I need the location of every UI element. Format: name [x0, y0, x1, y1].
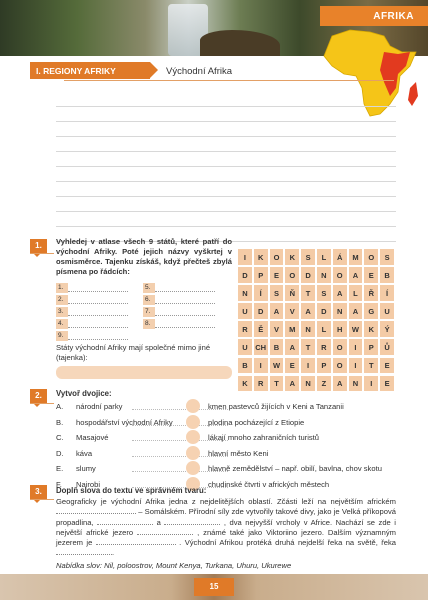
answer-label: 4. — [56, 319, 68, 329]
grid-cell[interactable]: L — [317, 249, 331, 265]
pair-letter: E. — [56, 464, 64, 473]
grid-cell[interactable]: U — [238, 339, 252, 355]
pair-connector-dot[interactable] — [186, 399, 200, 413]
answer-field[interactable] — [68, 295, 128, 304]
cloze-text-part: . — [112, 548, 115, 558]
grid-cell[interactable]: K — [285, 249, 299, 265]
grid-cell[interactable]: O — [333, 358, 347, 374]
writing-line[interactable] — [56, 137, 396, 152]
answer-field[interactable] — [68, 319, 128, 328]
pair-left-item: káva — [76, 448, 93, 458]
word-search-grid — [238, 249, 396, 394]
cloze-blank[interactable] — [164, 518, 220, 525]
writing-line[interactable] — [56, 212, 396, 227]
answer-label: 2. — [56, 295, 68, 305]
tajenka-question: Státy východní Afriky mají společné mimo jiné (tajenka): — [56, 343, 211, 362]
grid-cell[interactable]: R — [238, 321, 252, 337]
answer-field[interactable] — [155, 319, 215, 328]
tajenka-answer-field[interactable] — [56, 366, 232, 379]
answer-row[interactable] — [56, 307, 128, 317]
answer-label: 1. — [56, 283, 68, 293]
grid-cell[interactable]: O — [364, 249, 378, 265]
word-bank: Nabídka slov: Nil, poloostrov, Mount Kenya, Turkana, Uhuru, Ukurewe — [56, 561, 292, 570]
grid-cell[interactable]: I — [349, 339, 363, 355]
grid-cell[interactable]: E — [364, 267, 378, 283]
pair-left-item: Masajové — [76, 433, 109, 442]
grid-cell[interactable]: K — [364, 321, 378, 337]
grid-cell[interactable]: I — [238, 249, 252, 265]
grid-cell[interactable]: Ě — [254, 321, 268, 337]
grid-cell[interactable]: W — [349, 321, 363, 337]
grid-cell[interactable]: D — [254, 303, 268, 319]
grid-cell[interactable]: Ů — [380, 339, 394, 355]
writing-line[interactable] — [56, 122, 396, 137]
grid-cell[interactable]: O — [270, 249, 284, 265]
pair-letter: C. — [56, 433, 64, 442]
grid-cell[interactable]: S — [301, 249, 315, 265]
grid-cell[interactable]: W — [270, 358, 284, 374]
exercise-divider — [30, 253, 54, 254]
grid-cell[interactable]: D — [301, 267, 315, 283]
pair-connector-dot[interactable] — [186, 415, 200, 429]
exercise-divider — [30, 499, 54, 500]
grid-cell[interactable]: A — [270, 303, 284, 319]
exercise-3-title: Doplň slova do textu ve správném tvaru: — [56, 486, 207, 495]
exercise-1-instructions: Vyhledej v atlase všech 9 států, které patří do východní Afriky. Poté jejich názvy vyškrtej v osmisměrce. Tajenku získáš, když přečteš zbylá písmena po řádcích: — [56, 237, 232, 276]
grid-cell[interactable]: A — [301, 303, 315, 319]
answer-label: 6. — [143, 295, 155, 305]
pair-right-item: hlavní město Keni — [208, 448, 269, 458]
pair-letter: A. — [56, 402, 64, 411]
grid-cell[interactable]: CH — [254, 339, 268, 355]
cloze-text-part: – Somálském. Přírodní síly zde vytvořily takové divy, jako je Velká příkopová propadlina, — [56, 507, 396, 527]
grid-row — [238, 267, 396, 283]
pair-right-item: lákají mnoho zahraničních turistů — [208, 433, 320, 442]
pair-left-item: národní parky — [76, 402, 123, 411]
grid-cell[interactable]: E — [380, 358, 394, 374]
grid-row — [238, 376, 396, 392]
grid-cell[interactable]: D — [238, 267, 252, 283]
cloze-text-part: . Východní Afrikou protéká druhá nejdelší řeka na světě, řeka — [179, 538, 396, 548]
pair-letter: F. — [56, 479, 62, 489]
cloze-blank[interactable] — [96, 538, 176, 545]
grid-row — [238, 285, 396, 301]
grid-cell[interactable]: K — [238, 376, 252, 392]
rock-image — [200, 30, 280, 56]
writing-line[interactable] — [56, 92, 396, 107]
grid-cell[interactable]: A — [349, 267, 363, 283]
pair-connector-dot[interactable] — [186, 446, 200, 460]
grid-cell[interactable]: B — [238, 358, 252, 374]
page-number: 15 — [194, 578, 234, 596]
grid-cell[interactable]: O — [285, 267, 299, 283]
cloze-text — [56, 497, 396, 559]
grid-cell[interactable]: I — [364, 376, 378, 392]
exercise-number: 3. — [30, 485, 47, 499]
grid-cell[interactable]: A — [333, 285, 347, 301]
grid-cell[interactable]: Á — [333, 249, 347, 265]
grid-cell[interactable]: P — [317, 358, 331, 374]
grid-cell[interactable]: H — [333, 321, 347, 337]
pair-right-item: hlavně zemědělství – např. obilí, bavlna, chov skotu — [208, 464, 382, 473]
exercise-2-title: Vytvoř dvojice: — [56, 389, 112, 398]
writing-lines — [56, 92, 396, 242]
grid-cell[interactable]: R — [317, 339, 331, 355]
grid-cell[interactable]: S — [380, 249, 394, 265]
section-title: I. REGIONY AFRIKY — [30, 62, 150, 79]
grid-cell[interactable]: T — [364, 358, 378, 374]
pair-letter: B. — [56, 417, 64, 427]
pair-right-item: kmen pastevců žijících v Keni a Tanzanii — [208, 402, 344, 411]
answer-row[interactable] — [143, 307, 215, 317]
cloze-text-part: Geograficky je východní Afrika jedna z nejdelitějších oblastí. Zčásti leží na největším africkém — [56, 497, 396, 506]
grid-cell[interactable]: U — [238, 303, 252, 319]
grid-cell[interactable]: T — [270, 376, 284, 392]
answer-field[interactable] — [68, 331, 128, 340]
cloze-blank[interactable] — [97, 518, 153, 525]
grid-cell[interactable]: Z — [317, 376, 331, 392]
answer-field[interactable] — [155, 307, 215, 316]
answer-field[interactable] — [68, 283, 128, 292]
grid-row — [238, 249, 396, 265]
grid-cell[interactable]: N — [333, 303, 347, 319]
grid-cell[interactable]: V — [285, 303, 299, 319]
grid-cell[interactable]: N — [301, 321, 315, 337]
grid-cell[interactable]: N — [238, 285, 252, 301]
answer-label: 9. — [56, 331, 68, 341]
grid-cell[interactable]: E — [270, 267, 284, 283]
grid-cell[interactable]: Í — [380, 285, 394, 301]
grid-cell[interactable]: L — [349, 285, 363, 301]
answer-row[interactable] — [56, 295, 128, 305]
cloze-text-part: , známé také jako Viktoriino jezero. Dalším významným jezerem je — [56, 527, 396, 548]
answer-row[interactable] — [143, 319, 215, 329]
grid-cell[interactable]: E — [285, 358, 299, 374]
cloze-blank[interactable] — [56, 507, 136, 514]
answer-field[interactable] — [68, 307, 128, 316]
answer-row[interactable] — [143, 283, 215, 293]
grid-cell[interactable]: N — [301, 376, 315, 392]
grid-cell[interactable]: I — [254, 358, 268, 374]
grid-cell[interactable]: A — [285, 339, 299, 355]
grid-cell[interactable]: K — [254, 249, 268, 265]
answer-row[interactable] — [56, 319, 128, 329]
grid-cell[interactable]: T — [301, 285, 315, 301]
writing-line[interactable] — [56, 197, 396, 212]
pair-left-item: slumy — [76, 464, 96, 473]
pair-left-item: Nairobi — [76, 479, 101, 489]
grid-cell[interactable]: A — [333, 376, 347, 392]
grid-cell[interactable]: U — [380, 303, 394, 319]
grid-cell[interactable]: O — [333, 339, 347, 355]
grid-cell[interactable]: G — [364, 303, 378, 319]
pair-connector-dot[interactable] — [186, 461, 200, 475]
writing-line[interactable] — [56, 107, 396, 122]
grid-row — [238, 339, 396, 355]
grid-cell[interactable]: M — [349, 249, 363, 265]
answer-field[interactable] — [155, 283, 215, 292]
grid-cell[interactable]: B — [270, 339, 284, 355]
writing-line[interactable] — [56, 167, 396, 182]
grid-cell[interactable]: Ř — [364, 285, 378, 301]
answer-row[interactable] — [56, 331, 128, 341]
answer-row[interactable] — [56, 283, 128, 293]
writing-line[interactable] — [56, 152, 396, 167]
cloze-text-part: a — [156, 517, 161, 527]
grid-cell[interactable]: T — [301, 339, 315, 355]
grid-cell[interactable]: I — [301, 358, 315, 374]
answer-label: 7. — [143, 307, 155, 317]
title-divider — [64, 80, 394, 81]
grid-cell[interactable]: L — [317, 321, 331, 337]
pair-right-item: chudinské čtvrti v afrických městech — [208, 479, 330, 489]
answer-field[interactable] — [155, 295, 215, 304]
grid-cell[interactable]: Í — [254, 285, 268, 301]
region-tab: AFRIKA — [320, 6, 428, 26]
answer-label: 5. — [143, 283, 155, 293]
grid-cell[interactable]: V — [270, 321, 284, 337]
grid-cell[interactable]: E — [380, 376, 394, 392]
grid-cell[interactable]: S — [270, 285, 284, 301]
pair-left-item: hospodářství východní Afriky — [76, 417, 173, 427]
grid-cell[interactable]: S — [317, 285, 331, 301]
exercise-number: 1. — [30, 239, 47, 253]
cloze-blank[interactable] — [137, 528, 193, 535]
pair-letter: D. — [56, 448, 64, 458]
grid-cell[interactable]: P — [364, 339, 378, 355]
answer-label: 8. — [143, 319, 155, 329]
grid-cell[interactable]: D — [317, 303, 331, 319]
cloze-blank[interactable] — [56, 548, 115, 558]
grid-cell[interactable]: P — [254, 267, 268, 283]
grid-cell[interactable]: I — [349, 358, 363, 374]
grid-cell[interactable]: Ý — [380, 321, 394, 337]
grid-row — [238, 303, 396, 319]
grid-cell[interactable]: A — [285, 376, 299, 392]
grid-cell[interactable]: Ň — [285, 285, 299, 301]
grid-cell[interactable]: M — [285, 321, 299, 337]
writing-line[interactable] — [56, 182, 396, 197]
exercise-number: 2. — [30, 389, 47, 403]
pair-right-item: plodina pocházející z Etiopie — [208, 417, 305, 427]
grid-row — [238, 321, 396, 337]
grid-cell[interactable]: N — [349, 376, 363, 392]
grid-cell[interactable]: A — [349, 303, 363, 319]
cloze-text-part: , dva nejvyšší vrcholy v Africe. Nachází se zde i největší africké jezero — [56, 517, 396, 537]
section-subtitle: Východní Afrika — [166, 66, 233, 77]
grid-cell[interactable]: R — [254, 376, 268, 392]
exercise-divider — [30, 403, 54, 404]
pair-connector-dot[interactable] — [186, 430, 200, 444]
answer-row[interactable] — [143, 295, 215, 305]
grid-cell[interactable]: N — [317, 267, 331, 283]
grid-row — [238, 358, 396, 374]
answer-label: 3. — [56, 307, 68, 317]
grid-cell[interactable]: O — [333, 267, 347, 283]
grid-cell[interactable]: B — [380, 267, 394, 283]
